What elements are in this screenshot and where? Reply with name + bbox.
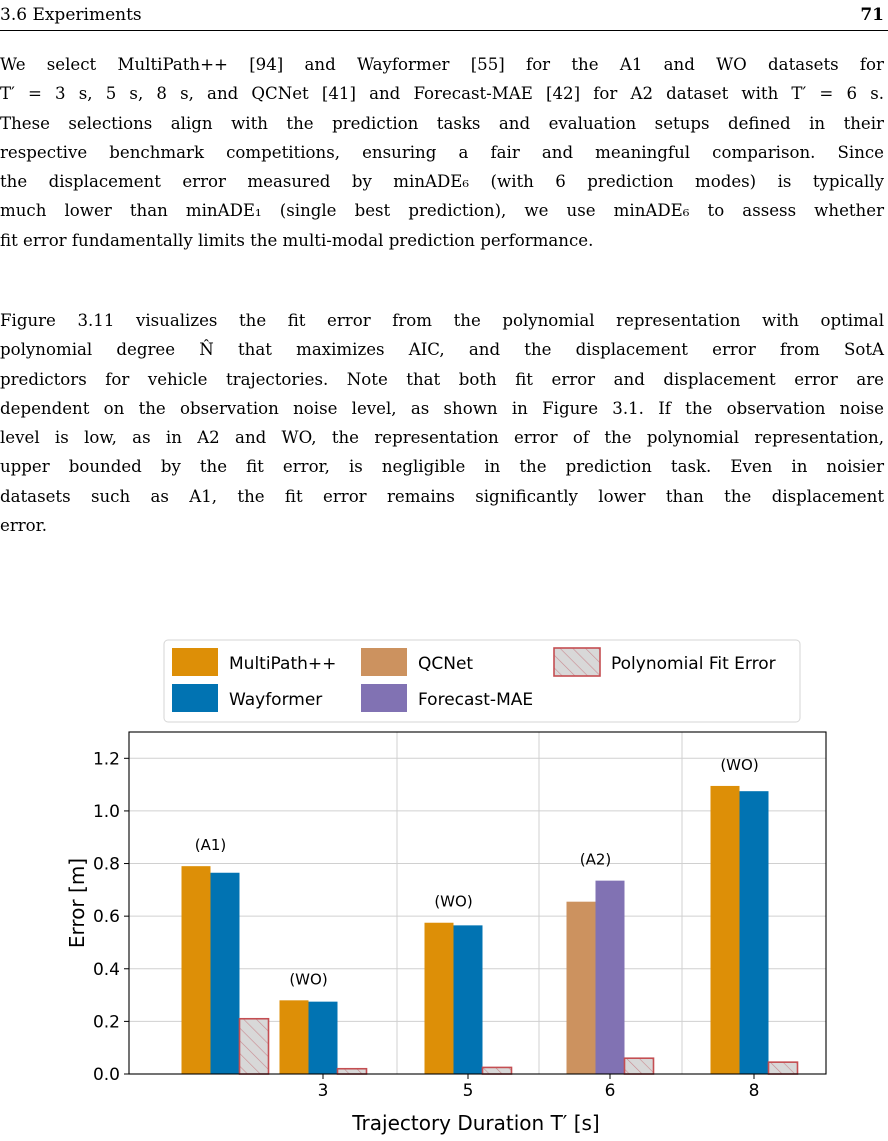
y-tick-label: 0.2 xyxy=(92,1012,120,1033)
bar-multipath- xyxy=(182,866,211,1074)
paragraph-line: datasets such as A1, the fit error remains significantly lower than the displacement xyxy=(0,486,884,506)
legend-label: MultiPath++ xyxy=(229,654,337,674)
group-annotation: (A1) xyxy=(194,836,227,855)
bar-polynomial-fit-error xyxy=(240,1019,269,1074)
figure-bar-chart xyxy=(0,636,888,1136)
y-axis-label: Error [m] xyxy=(65,857,89,949)
paragraph-line: level is low, as in A2 and WO, the representation error of the polynomial representation, xyxy=(0,428,884,448)
bar-forecast-mae xyxy=(596,881,625,1074)
legend-label: QCNet xyxy=(418,654,474,674)
legend-swatch xyxy=(361,684,407,712)
bar-polynomial-fit-error xyxy=(338,1069,367,1074)
paragraph-line: fit error fundamentally limits the multi-modal prediction performance. xyxy=(0,230,594,250)
page-header xyxy=(0,2,888,31)
paragraph-line: Figure 3.11 visualizes the fit error from the polynomial representation with optimal xyxy=(0,311,884,330)
x-tick-label: 8 xyxy=(748,1081,760,1101)
legend-label: Forecast-MAE xyxy=(418,690,534,710)
paragraph-line: respective benchmark competitions, ensuring a fair and meaningful comparison. Since xyxy=(0,142,884,162)
bar-multipath- xyxy=(425,923,454,1074)
y-tick-label: 1.2 xyxy=(92,749,120,770)
x-tick-label: 3 xyxy=(317,1081,329,1101)
paragraph-line: error. xyxy=(0,516,48,536)
paragraph-line: polynomial degree N̂ that maximizes AIC, and the displacement error from SotA xyxy=(0,340,884,360)
legend-label: Polynomial Fit Error xyxy=(611,654,776,674)
legend-swatch xyxy=(172,684,218,712)
bar-wayformer xyxy=(740,791,769,1074)
bar-multipath- xyxy=(280,1000,309,1074)
paragraph-line: These selections align with the prediction tasks and evaluation setups defined in their xyxy=(0,113,884,133)
bar-polynomial-fit-error xyxy=(625,1058,654,1074)
bar-wayformer xyxy=(454,925,483,1074)
legend-swatch xyxy=(554,648,600,676)
paragraph-line: dependent on the observation noise level, as shown in Figure 3.1. If the observation noise xyxy=(0,398,884,418)
x-tick-label: 5 xyxy=(462,1081,474,1101)
paragraph-line: the displacement error measured by minADE₆ (with 6 prediction modes) is typically xyxy=(0,172,884,192)
legend-swatch xyxy=(172,648,218,676)
chart-svg xyxy=(0,636,888,1136)
bar-qcnet xyxy=(567,902,596,1074)
paragraph-2 xyxy=(0,306,884,540)
bar-multipath- xyxy=(711,786,740,1074)
y-tick-label: 0.0 xyxy=(92,1065,120,1085)
paragraph-line: upper bounded by the fit error, is negligible in the prediction task. Even in noisier xyxy=(0,457,884,477)
bar-wayformer xyxy=(211,873,240,1074)
bar-polynomial-fit-error xyxy=(483,1067,512,1074)
x-axis-label: Trajectory Duration T′ [s] xyxy=(352,1111,600,1135)
paragraph-line: T′ = 3 s, 5 s, 8 s, and QCNet [41] and Forecast-MAE [42] for A2 dataset with T′ = 6 s. xyxy=(0,84,884,104)
group-annotation: (WO) xyxy=(289,970,328,989)
paragraph-1 xyxy=(0,50,884,255)
legend-label: Wayformer xyxy=(229,690,323,710)
group-annotation: (A2) xyxy=(579,850,612,869)
x-tick-label: 6 xyxy=(604,1081,616,1101)
y-tick-label: 0.8 xyxy=(92,854,120,875)
page-number: 71 xyxy=(860,5,884,25)
paragraph-line: much lower than minADE₁ (single best prediction), we use minADE₆ to assess whether xyxy=(0,201,884,221)
bar-polynomial-fit-error xyxy=(769,1062,798,1074)
running-section-title: 3.6 Experiments xyxy=(0,5,142,25)
bar-wayformer xyxy=(309,1002,338,1074)
y-tick-label: 0.4 xyxy=(92,959,120,980)
y-tick-label: 1.0 xyxy=(92,801,120,822)
paragraph-line: We select MultiPath++ [94] and Wayformer [55] for the A1 and WO datasets for xyxy=(0,55,884,74)
group-annotation: (WO) xyxy=(434,892,473,911)
y-tick-label: 0.6 xyxy=(92,907,120,928)
group-annotation: (WO) xyxy=(720,755,759,774)
legend-swatch xyxy=(361,648,407,676)
paragraph-line: predictors for vehicle trajectories. Note that both fit error and displacement error are xyxy=(0,369,884,389)
